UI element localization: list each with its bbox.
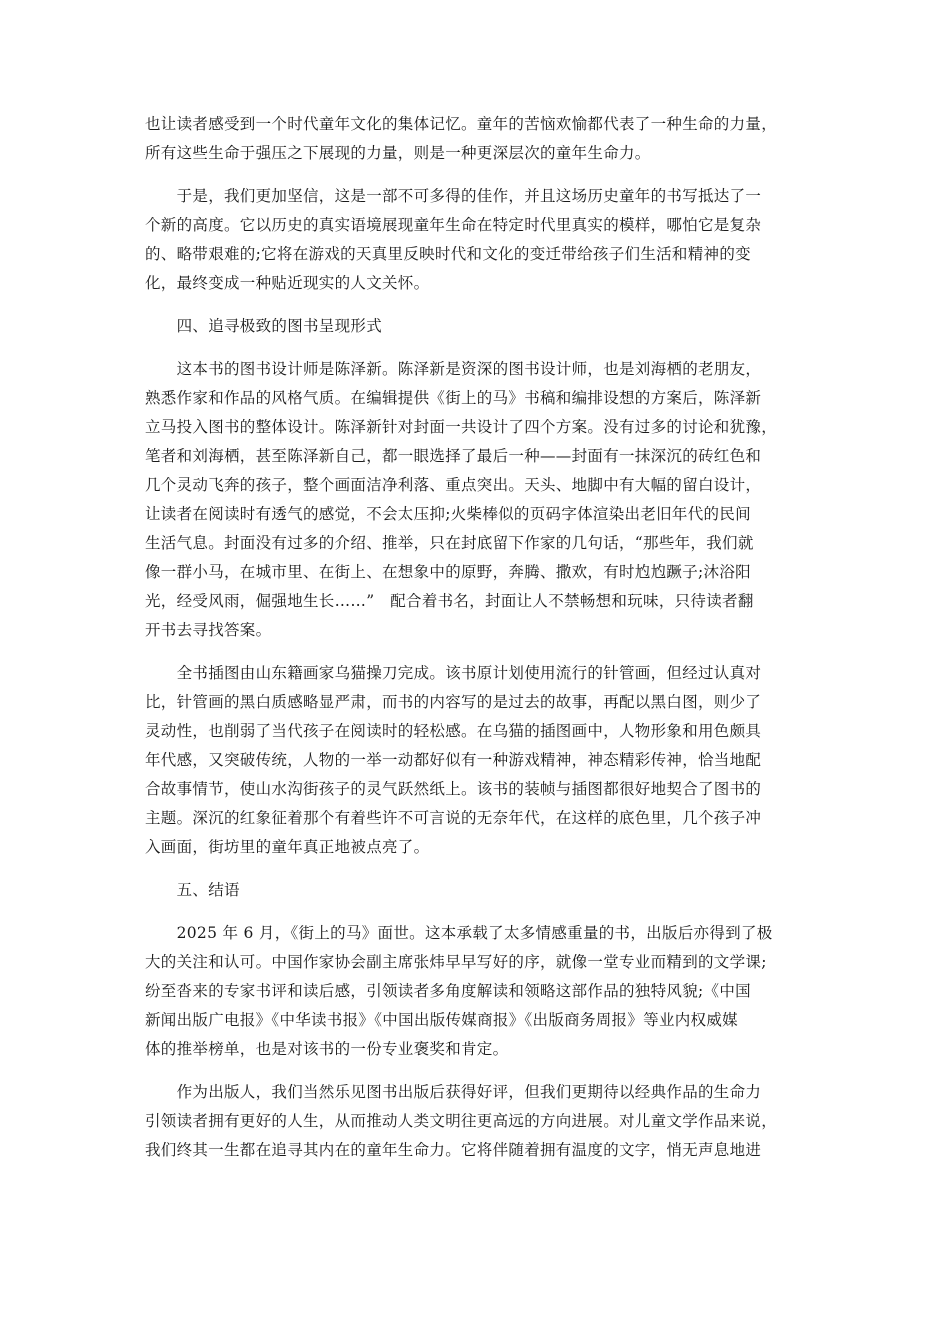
text-line: 立马投入图书的整体设计。陈泽新针对封面一共设计了四个方案。没有过多的讨论和犹豫， xyxy=(145,418,778,436)
text-line: 于是，我们更加坚信，这是一部不可多得的佳作，并且这场历史童年的书写抵达了一 xyxy=(145,187,762,205)
heading-text: 五、结语 xyxy=(145,881,240,899)
text-line: 2025 年 6 月，《街上的马》面世。这本承载了太多情感重量的书，出版后亦得到了极 xyxy=(145,924,773,942)
text-line: 全书插图由山东籍画家乌猫操刀完成。该书原计划使用流行的针管画，但经过认真对 xyxy=(145,664,762,682)
text-line: 作为出版人，我们当然乐见图书出版后获得好评，但我们更期待以经典作品的生命力 xyxy=(145,1083,762,1101)
section-heading-5 xyxy=(145,876,807,905)
text-line: 入画面，街坊里的童年真正地被点亮了。 xyxy=(145,838,430,856)
paragraph-book-design xyxy=(145,355,807,645)
text-line: 开书去寻找答案。 xyxy=(145,621,272,639)
section-heading-4 xyxy=(145,312,807,341)
text-line: 笔者和刘海栖，甚至陈泽新自己，都一眼选择了最后一种——封面有一抹深沉的砖红色和 xyxy=(145,447,762,465)
text-line: 生活气息。封面没有过多的介绍、推举，只在封底留下作家的几句话，“那些年，我们就 xyxy=(145,534,754,552)
text-line: 个新的高度。它以历史的真实语境展现童年生命在特定时代里真实的模样，哪怕它是复杂 xyxy=(145,216,762,234)
paragraph-publisher-expectation xyxy=(145,1078,807,1165)
text-line: 几个灵动飞奔的孩子，整个画面洁净利落、重点突出。天头、地脚中有大幅的留白设计， xyxy=(145,476,762,494)
paragraph-illustrations xyxy=(145,659,807,862)
text-line: 让读者在阅读时有透气的感觉，不会太压抑;火柴棒似的页码字体渲染出老旧年代的民间 xyxy=(145,505,751,523)
document-page xyxy=(145,110,807,1179)
text-line: 也让读者感受到一个时代童年文化的集体记忆。童年的苦恼欢愉都代表了一种生命的力量， xyxy=(145,115,778,133)
text-line: 灵动性，也削弱了当代孩子在阅读时的轻松感。在乌猫的插图画中，人物形象和用色颇具 xyxy=(145,722,762,740)
paragraph-conviction xyxy=(145,182,807,298)
paragraph-conclusion-reception xyxy=(145,919,807,1064)
text-line: 合故事情节，使山水沟街孩子的灵气跃然纸上。该书的装帧与插图都很好地契合了图书的 xyxy=(145,780,762,798)
text-line: 引领读者拥有更好的人生，从而推动人类文明往更高远的方向进展。对儿童文学作品来说， xyxy=(145,1112,778,1130)
text-line: 像一群小马，在城市里、在街上、在想象中的原野，奔腾、撒欢，有时尥尥蹶子;沐浴阳 xyxy=(145,563,751,581)
text-line: 的、略带艰难的;它将在游戏的天真里反映时代和文化的变迁带给孩子们生活和精神的变 xyxy=(145,245,751,263)
text-line: 我们终其一生都在追寻其内在的童年生命力。它将伴随着拥有温度的文字，悄无声息地进 xyxy=(145,1141,762,1159)
heading-text: 四、追寻极致的图书呈现形式 xyxy=(145,317,383,335)
text-line: 光，经受风雨，倔强地生长……” 配合着书名，封面让人不禁畅想和玩味，只待读者翻 xyxy=(145,592,754,610)
paragraph-childhood-memory xyxy=(145,110,807,168)
text-line: 大的关注和认可。中国作家协会副主席张炜早早写好的序，就像一堂专业而精到的文学课; xyxy=(145,953,767,971)
text-line: 化，最终变成一种贴近现实的人文关怀。 xyxy=(145,274,430,292)
text-line: 所有这些生命于强压之下展现的力量，则是一种更深层次的童年生命力。 xyxy=(145,144,651,162)
text-line: 新闻出版广电报》《中华读书报》《中国出版传媒商报》《出版商务周报》等业内权威媒 xyxy=(145,1011,738,1029)
text-line: 这本书的图书设计师是陈泽新。陈泽新是资深的图书设计师，也是刘海栖的老朋友， xyxy=(145,360,762,378)
text-line: 主题。深沉的红象征着那个有着些许不可言说的无奈年代，在这样的底色里，几个孩子冲 xyxy=(145,809,762,827)
text-line: 熟悉作家和作品的风格气质。在编辑提供《街上的马》书稿和编排设想的方案后，陈泽新 xyxy=(145,389,762,407)
text-line: 年代感，又突破传统，人物的一举一动都好似有一种游戏精神，神态精彩传神，恰当地配 xyxy=(145,751,762,769)
text-line: 体的推举榜单，也是对该书的一份专业褒奖和肯定。 xyxy=(145,1040,509,1058)
text-line: 纷至沓来的专家书评和读后感，引领读者多角度解读和领略这部作品的独特风貌;《中国 xyxy=(145,982,751,1000)
text-line: 比，针管画的黑白质感略显严肃，而书的内容写的是过去的故事，再配以黑白图，则少了 xyxy=(145,693,762,711)
